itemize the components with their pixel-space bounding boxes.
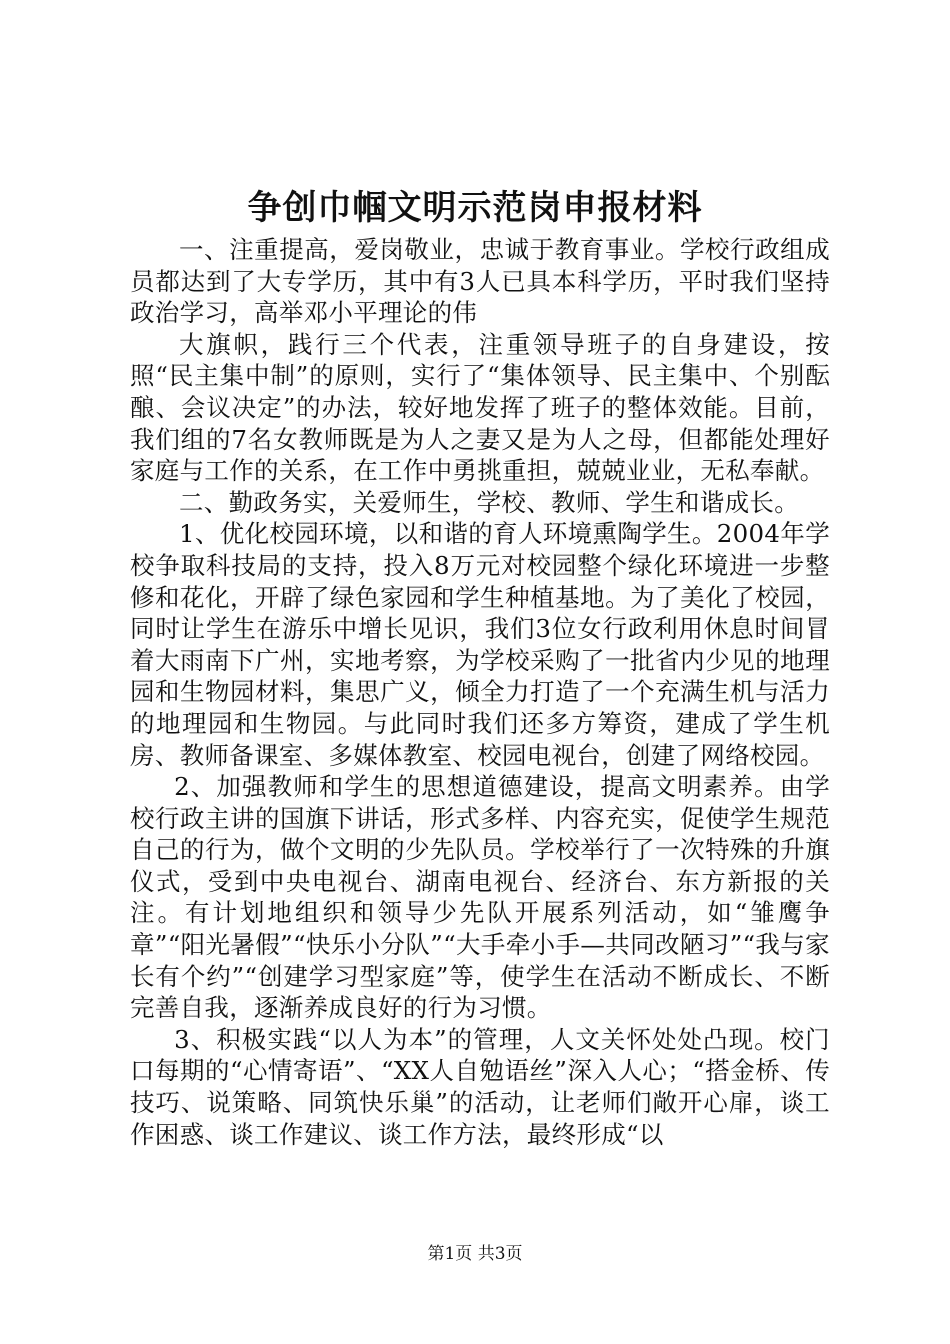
paragraph-1: 一、注重提高，爱岗敬业，忠诚于教育事业。学校行政组成员都达到了大专学历，其中有3人已具本科学历，平时我们坚持政治学习，高举邓小平理论的伟: [130, 235, 830, 328]
paragraph-6: 3、积极实践“以人为本”的管理，人文关怀处处凸现。校门口每期的“心情寄语”、“XX人自勉语丝”深入人心；“搭金桥、传技巧、说策略、同筑快乐巢”的活动，让老师们敞开心扉，谈工作困惑、谈工作建议、谈工作方法，最终形成“以: [130, 1024, 830, 1149]
document-title: 争创巾帼文明示范岗申报材料: [247, 188, 703, 228]
page-footer: 第1页 共3页: [427, 1244, 523, 1264]
paragraph-2: 大旗帜，践行三个代表，注重领导班子的自身建设，按照“民主集中制”的原则，实行了“集体领导、民主集中、个别酝酿、会议决定”的办法，较好地发挥了班子的整体效能。目前，我们组的7名女教师既是为人之妻又是为人之母，但都能处理好家庭与工作的关系，在工作中勇挑重担，兢兢业业，无私奉献。: [130, 329, 830, 486]
paragraph-4: 1、优化校园环境，以和谐的育人环境熏陶学生。2004年学校争取科技局的支持，投入8万元对校园整个绿化环境进一步整修和花化，开辟了绿色家园和学生种植基地。为了美化了校园，同时让学生在游乐中增长见识，我们3位女行政利用休息时间冒着大雨南下广州，实地考察，为学校采购了一批省内少见的地理园和生物园材料，集思广义，倾全力打造了一个充满生机与活力的地理园和生物园。与此同时我们还多方筹资，建成了学生机房、教师备课室、多媒体教室、校园电视台，创建了网络校园。: [130, 519, 830, 770]
paragraph-5: 2、加强教师和学生的思想道德建设，提高文明素养。由学校行政主讲的国旗下讲话，形式多样、内容充实，促使学生规范自己的行为，做个文明的少先队员。学校举行了一次特殊的升旗仪式，受到中央电视台、湖南电视台、经济台、东方新报的关注。有计划地组织和领导少先队开展系列活动，如“雏鹰争章”“阳光暑假”“快乐小分队”“大手牵小手—共同改陋习”“我与家长有个约”“创建学习型家庭”等，使学生在活动不断成长、不断完善自我，逐渐养成良好的行为习惯。: [130, 772, 830, 1023]
paragraph-3: 二、勤政务实，关爱师生，学校、教师、学生和谐成长。: [179, 487, 799, 517]
document-body: [130, 234, 830, 1150]
